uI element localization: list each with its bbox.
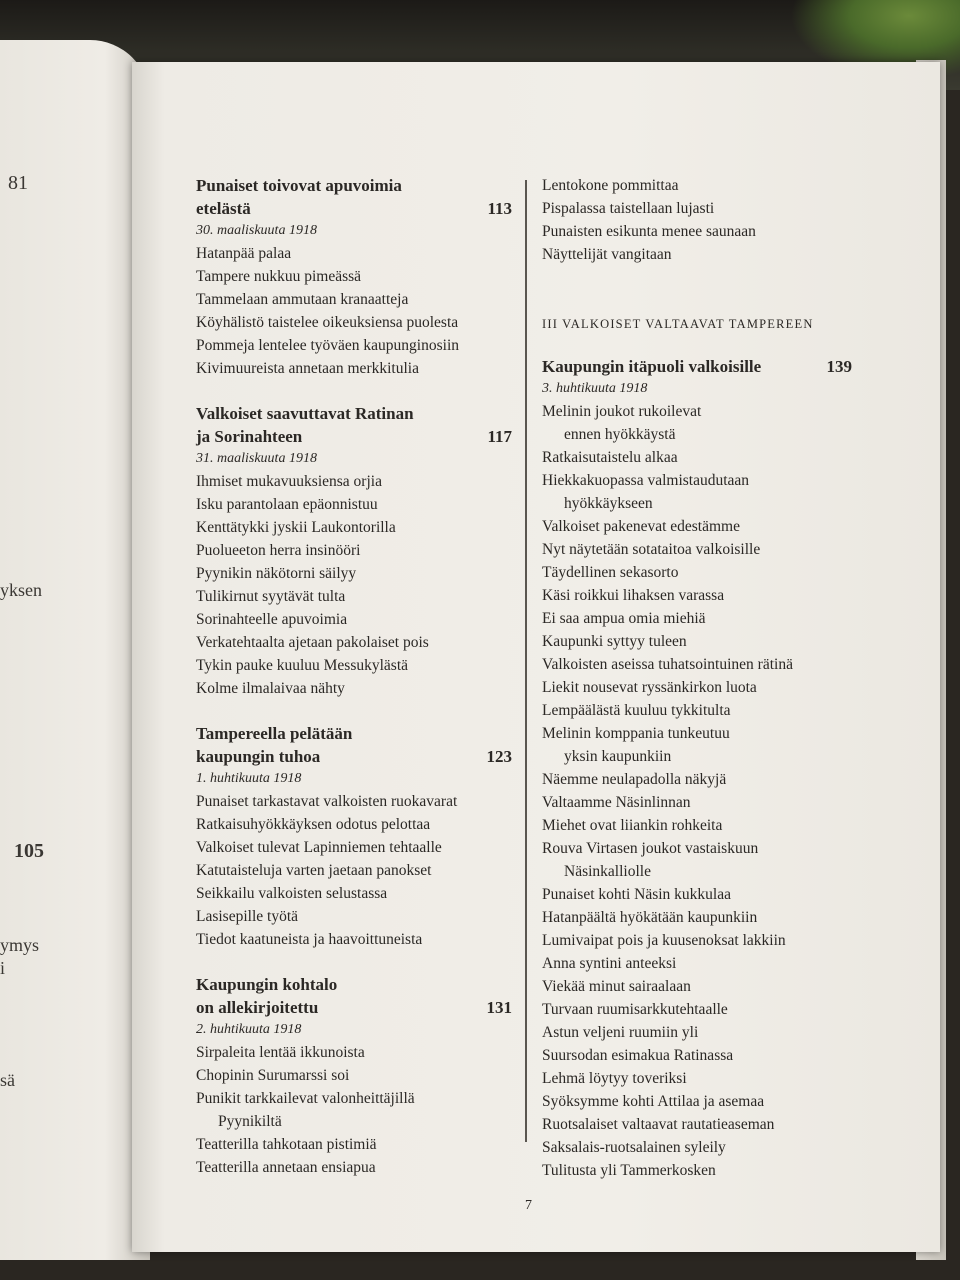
toc-entry: Pispalassa taistellaan lujasti <box>542 200 715 217</box>
toc-entry: Anna syntini anteeksi <box>542 955 677 972</box>
toc-entry: Lehmä löytyy toveriksi <box>542 1070 687 1087</box>
toc-entry: Sorinahteelle apuvoimia <box>196 611 348 628</box>
toc-entry: Ratkaisuhyökkäyksen odotus pelottaa <box>196 816 431 833</box>
toc-entry: Tampere nukkuu pimeässä <box>196 268 362 285</box>
left-page <box>0 40 150 1260</box>
left-fragment: ymys <box>0 935 40 955</box>
toc-entry: ennen hyökkäystä <box>564 426 676 443</box>
toc-entry: Pyynikiltä <box>218 1113 282 1130</box>
toc-entry: Pyynikin näkötorni säilyy <box>196 565 357 582</box>
toc-entry: Tykin pauke kuuluu Messukylästä <box>196 657 409 674</box>
toc-entry: Punaisten esikunta menee saunaan <box>542 223 756 240</box>
toc-entry: Teatterilla annetaan ensiapua <box>196 1159 376 1176</box>
toc-entry: Täydellinen sekasorto <box>542 564 679 581</box>
toc-entry: yksin kaupunkiin <box>564 748 672 765</box>
toc-entry: Tulikirnut syytävät tulta <box>196 588 346 605</box>
left-page-number: 81 <box>8 172 28 194</box>
toc-entry: Puolueeton herra insinööri <box>196 542 361 559</box>
toc-entry: Saksalais-ruotsalainen syleily <box>542 1139 726 1156</box>
section-title: Tampereella pelätään <box>196 724 353 743</box>
toc-entry: Valkoiset tulevat Lapinniemen tehtaalle <box>196 839 442 856</box>
section-title: Valkoiset saavuttavat Ratinan <box>196 404 414 423</box>
section-date: 1. huhtikuuta 1918 <box>196 771 302 786</box>
toc-entry: Melinin komppania tunkeutuu <box>542 725 730 742</box>
toc-entry: Kaupunki syttyy tuleen <box>542 633 687 650</box>
toc-entry: Punaiset kohti Näsin kukkulaa <box>542 886 731 903</box>
toc-entry: Katutaisteluja varten jaetaan panokset <box>196 862 432 879</box>
toc-entry: hyökkäykseen <box>564 495 653 512</box>
toc-entry: Verkatehtaalta ajetaan pakolaiset pois <box>196 634 429 651</box>
toc-entry: Syöksymme kohti Attilaa ja asemaa <box>542 1093 765 1110</box>
toc-entry: Ratkaisutaistelu alkaa <box>542 449 678 466</box>
section-date: 3. huhtikuuta 1918 <box>542 381 648 396</box>
section-title: Kaupungin itäpuoli valkoisille <box>542 357 762 376</box>
toc-section <box>196 402 512 700</box>
toc-section <box>542 355 852 1182</box>
toc-entry: Sirpaleita lentää ikkunoista <box>196 1044 365 1061</box>
toc-entry: Hatanpäältä hyökätään kaupunkiin <box>542 909 758 926</box>
section-page-number: 123 <box>486 747 512 766</box>
toc-entry: Valkoiset pakenevat edestämme <box>542 518 740 535</box>
page-number: 7 <box>525 1198 532 1213</box>
toc-entry: Lentokone pommittaa <box>542 177 679 194</box>
section-date: 31. maaliskuuta 1918 <box>196 451 317 466</box>
left-fragment: yksen <box>0 580 42 600</box>
toc-entry: Tulitusta yli Tammerkosken <box>542 1162 716 1179</box>
toc-entry: Näsinkalliolle <box>564 863 651 880</box>
toc-entry: Kolme ilmalaivaa nähty <box>196 680 345 697</box>
section-title: Punaiset toivovat apuvoimia <box>196 176 402 195</box>
section-title: kaupungin tuhoa <box>196 747 321 766</box>
section-page-number: 113 <box>487 199 512 218</box>
section-title: ja Sorinahteen <box>196 427 303 446</box>
toc-entry: Ihmiset mukavuuksiensa orjia <box>196 473 382 490</box>
toc-entry: Köyhälistö taistelee oikeuksiensa puolesta <box>196 314 459 331</box>
section-page-number: 139 <box>826 357 852 376</box>
section-page-number: 131 <box>486 998 512 1017</box>
section-date: 2. huhtikuuta 1918 <box>196 1022 302 1037</box>
toc-entry: Astun veljeni ruumiin yli <box>542 1024 699 1041</box>
toc-entry: Suursodan esimakua Ratinassa <box>542 1047 734 1064</box>
toc-entry: Kenttätykki jyskii Laukontorilla <box>196 519 396 536</box>
left-fragment: sä <box>0 1070 15 1090</box>
section-title: on allekirjoitettu <box>196 998 319 1017</box>
toc-section <box>196 722 512 951</box>
section-title: etelästä <box>196 199 251 218</box>
toc-section <box>196 174 512 380</box>
toc-section <box>196 973 512 1179</box>
part-heading: III VALKOISET VALTAAVAT TAMPEREEN <box>542 317 814 331</box>
toc-entry: Isku parantolaan epäonnistuu <box>196 496 378 513</box>
toc-entry: Punikit tarkkailevat valonheittäjillä <box>196 1090 415 1107</box>
toc-entry: Seikkailu valkoisten selustassa <box>196 885 388 902</box>
toc-entry: Liekit nousevat ryssänkirkon luota <box>542 679 757 696</box>
toc-entry: Melinin joukot rukoilevat <box>542 403 702 420</box>
toc-entry: Lumivaipat pois ja kuusenoksat lakkiin <box>542 932 786 949</box>
toc-entry: Teatterilla tahkotaan pistimiä <box>196 1136 377 1153</box>
left-page-number: 105 <box>14 840 44 862</box>
toc-entry: Hatanpää palaa <box>196 245 292 262</box>
toc-entry: Chopinin Surumarssi soi <box>196 1067 350 1084</box>
toc-entry: Viekää minut sairaalaan <box>542 978 691 995</box>
toc-entry: Lasisepille työtä <box>196 908 299 925</box>
toc-entry: Näyttelijät vangitaan <box>542 246 672 263</box>
section-date: 30. maaliskuuta 1918 <box>196 223 317 238</box>
toc-entry: Miehet ovat liiankin rohkeita <box>542 817 723 834</box>
toc-entry: Ei saa ampua omia miehiä <box>542 610 706 627</box>
left-fragment: i <box>0 958 6 978</box>
column-divider <box>525 180 527 1142</box>
toc-entry: Pommeja lentelee työväen kaupunginosiin <box>196 337 460 354</box>
toc-entry: Valtaamme Näsinlinnan <box>542 794 691 811</box>
toc-entry: Lempäälästä kuuluu tykkitulta <box>542 702 731 719</box>
toc-entry: Valkoisten aseissa tuhatsointuinen rätinä <box>542 656 793 673</box>
toc-entry: Kivimuureista annetaan merkkitulia <box>196 360 419 377</box>
toc-entry: Tammelaan ammutaan kranaatteja <box>196 291 409 308</box>
toc-entry: Nyt näytetään sotataitoa valkoisille <box>542 541 761 558</box>
section-title: Kaupungin kohtalo <box>196 975 338 994</box>
toc-entry: Näemme neulapadolla näkyjä <box>542 771 727 788</box>
section-page-number: 117 <box>487 427 512 446</box>
toc-entry: Tiedot kaatuneista ja haavoittuneista <box>196 931 423 948</box>
toc-entry: Rouva Virtasen joukot vastaiskuun <box>542 840 759 857</box>
toc-entry: Hiekkakuopassa valmistaudutaan <box>542 472 750 489</box>
toc-entry: Käsi roikkui lihaksen varassa <box>542 587 725 604</box>
toc-column-left <box>196 174 512 1179</box>
toc-entry: Ruotsalaiset valtaavat rautatieaseman <box>542 1116 775 1133</box>
toc-column-right <box>542 174 852 1182</box>
toc-entry: Punaiset tarkastavat valkoisten ruokavarat <box>196 793 458 810</box>
toc-entry: Turvaan ruumisarkkutehtaalle <box>542 1001 728 1018</box>
